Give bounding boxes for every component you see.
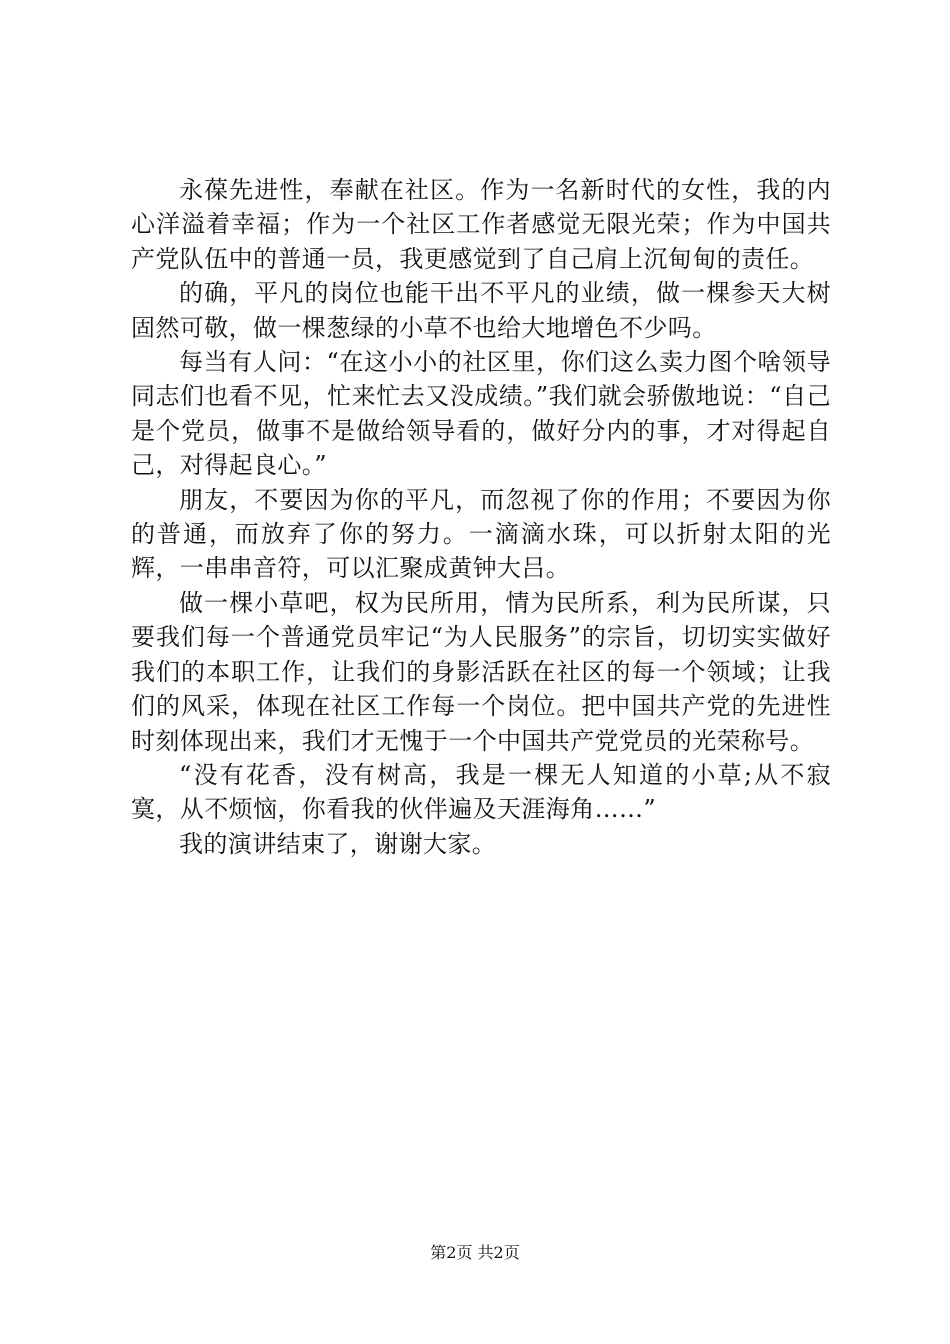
- paragraph: 我的演讲结束了，谢谢大家。: [179, 829, 497, 858]
- paragraph: 每当有人问：“在这小小的社区里，你们这么卖力图个啥领导同志们也看不见，忙来忙去又没成绩。”我们就会骄傲地说：“自己是个党员，做事不是做给领导看的，做好分内的事，才对得起自己，对得起良心。”: [131, 348, 831, 480]
- paragraph: 做一棵小草吧，权为民所用，情为民所系，利为民所谋，只要我们每一个普通党员牢记“为人民服务”的宗旨，切切实实做好我们的本职工作，让我们的身影活跃在社区的每一个领域；让我们的风采，体现在社区工作每一个岗位。把中国共产党的先进性时刻体现出来，我们才无愧于一个中国共产党党员的光荣称号。: [131, 588, 831, 755]
- page-footer: 第2页 共2页: [430, 1243, 520, 1262]
- body-text: [131, 173, 831, 861]
- paragraph: 的确，平凡的岗位也能干出不平凡的业绩，做一棵参天大树固然可敬，做一棵葱绿的小草不也给大地增色不少吗。: [131, 279, 831, 342]
- paragraph: 朋友，不要因为你的平凡，而忽视了你的作用；不要因为你的普通，而放弃了你的努力。一滴滴水珠，可以折射太阳的光辉，一串串音符，可以汇聚成黄钟大吕。: [131, 485, 831, 583]
- paragraph: “没有花香，没有树高，我是一棵无人知道的小草;从不寂寞，从不烦恼，你看我的伙伴遍及天涯海角……”: [131, 760, 831, 824]
- paragraph: 永葆先进性，奉献在社区。作为一名新时代的女性，我的内心洋溢着幸福；作为一个社区工作者感觉无限光荣；作为中国共产党队伍中的普通一员，我更感觉到了自己肩上沉甸甸的责任。: [131, 176, 831, 273]
